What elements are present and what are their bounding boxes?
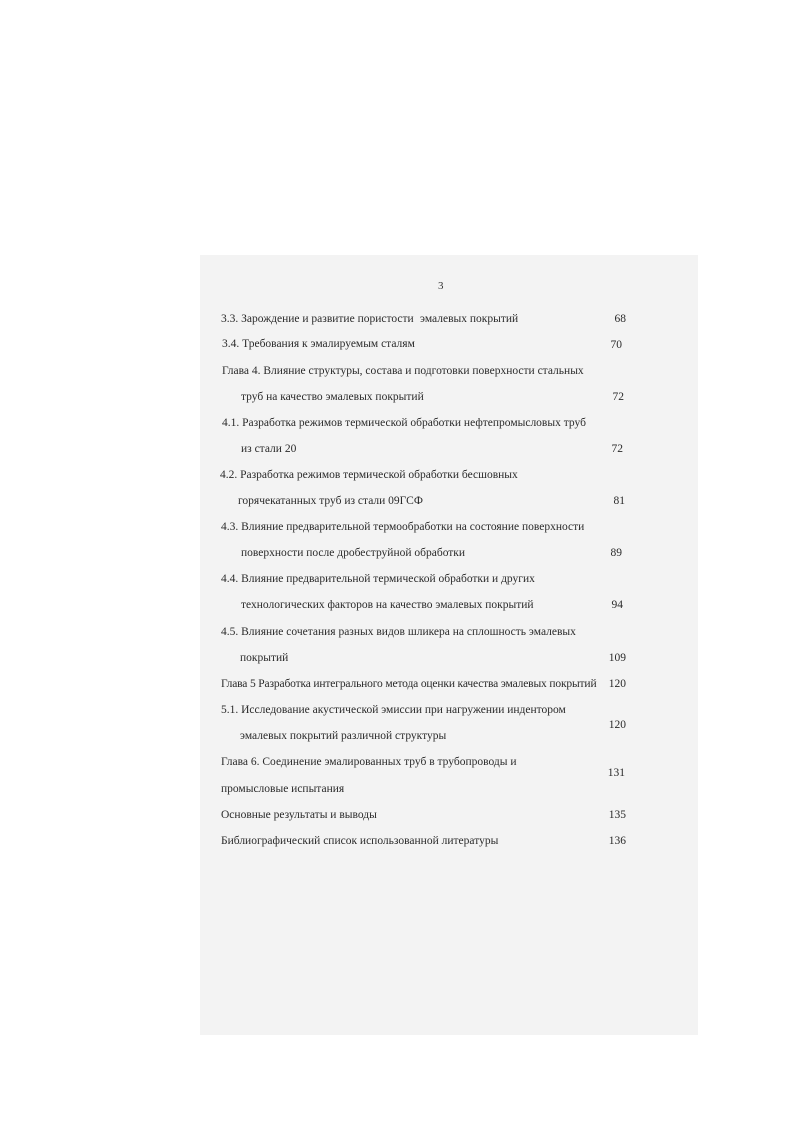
toc-entry-4-3-line2: поверхности после дробеструйной обработки: [241, 547, 466, 559]
toc-bibliography-title: Библиографический список использованной литературы: [221, 835, 499, 847]
toc-chapter-4-page: 72: [612, 391, 624, 403]
toc-entry-3-4-title: 3.4. Требования к эмалируемым сталям: [222, 338, 415, 350]
toc-entry-3-4-page: 70: [610, 339, 622, 351]
toc-entry-5-1-line1: 5.1. Исследование акустической эмиссии при нагружении индентором: [221, 704, 566, 716]
toc-entry-4-1-page: 72: [611, 443, 623, 455]
toc-results-page: 135: [608, 809, 626, 821]
toc-chapter-6-page: 131: [607, 767, 625, 779]
toc-chapter-6-line1: Глава 6. Соединение эмалированных труб в трубопроводы и: [221, 756, 517, 768]
toc-chapter-4-line1: Глава 4. Влияние структуры, состава и подготовки поверхности стальных: [222, 365, 584, 377]
toc-entry-4-3-line1: 4.3. Влияние предварительной термообработки на состояние поверхности: [221, 521, 585, 533]
toc-entry-4-4-line1: 4.4. Влияние предварительной термической обработки и других: [221, 573, 535, 585]
toc-entry-5-1-page: 120: [608, 719, 626, 731]
toc-entry-3-3-page: 68: [614, 313, 626, 325]
toc-results-title: Основные результаты и выводы: [221, 809, 377, 821]
page-number: 3: [438, 280, 444, 292]
toc-entry-3-3-title: 3.3. Зарождение и развитие пористости: [221, 313, 414, 325]
toc-entry-4-3-page: 89: [610, 547, 622, 559]
toc-entry-4-5-line1: 4.5. Влияние сочетания разных видов шликера на сплошность эмалевых: [221, 626, 576, 638]
toc-bibliography-page: 136: [608, 835, 626, 847]
toc-chapter-6-line2: промысловые испытания: [221, 783, 345, 795]
toc-chapter-5-title: Глава 5 Разработка интегрального метода оценки качества эмалевых покрытий: [221, 678, 597, 690]
toc-entry-4-1-line2: из стали 20: [241, 443, 297, 455]
toc-entry-4-4-page: 94: [611, 599, 623, 611]
toc-entry-4-2-line1: 4.2. Разработка режимов термической обработки бесшовных: [220, 469, 518, 481]
toc-entry-4-5-page: 109: [608, 652, 626, 664]
toc-entry-4-4-line2: технологических факторов на качество эмалевых покрытий: [241, 599, 534, 611]
toc-entry-3-3-title-cont: эмалевых покрытий: [420, 313, 519, 325]
toc-entry-4-2-line2: горячекатанных труб из стали 09ГСФ: [238, 495, 423, 507]
toc-chapter-4-line2: труб на качество эмалевых покрытий: [241, 391, 424, 403]
toc-entry-4-2-page: 81: [613, 495, 625, 507]
toc-entry-5-1-line2: эмалевых покрытий различной структуры: [240, 730, 447, 742]
toc-entry-4-1-line1: 4.1. Разработка режимов термической обработки нефтепромысловых труб: [222, 417, 586, 429]
toc-chapter-5-page: 120: [608, 678, 626, 690]
toc-entry-4-5-line2: покрытий: [240, 652, 289, 664]
